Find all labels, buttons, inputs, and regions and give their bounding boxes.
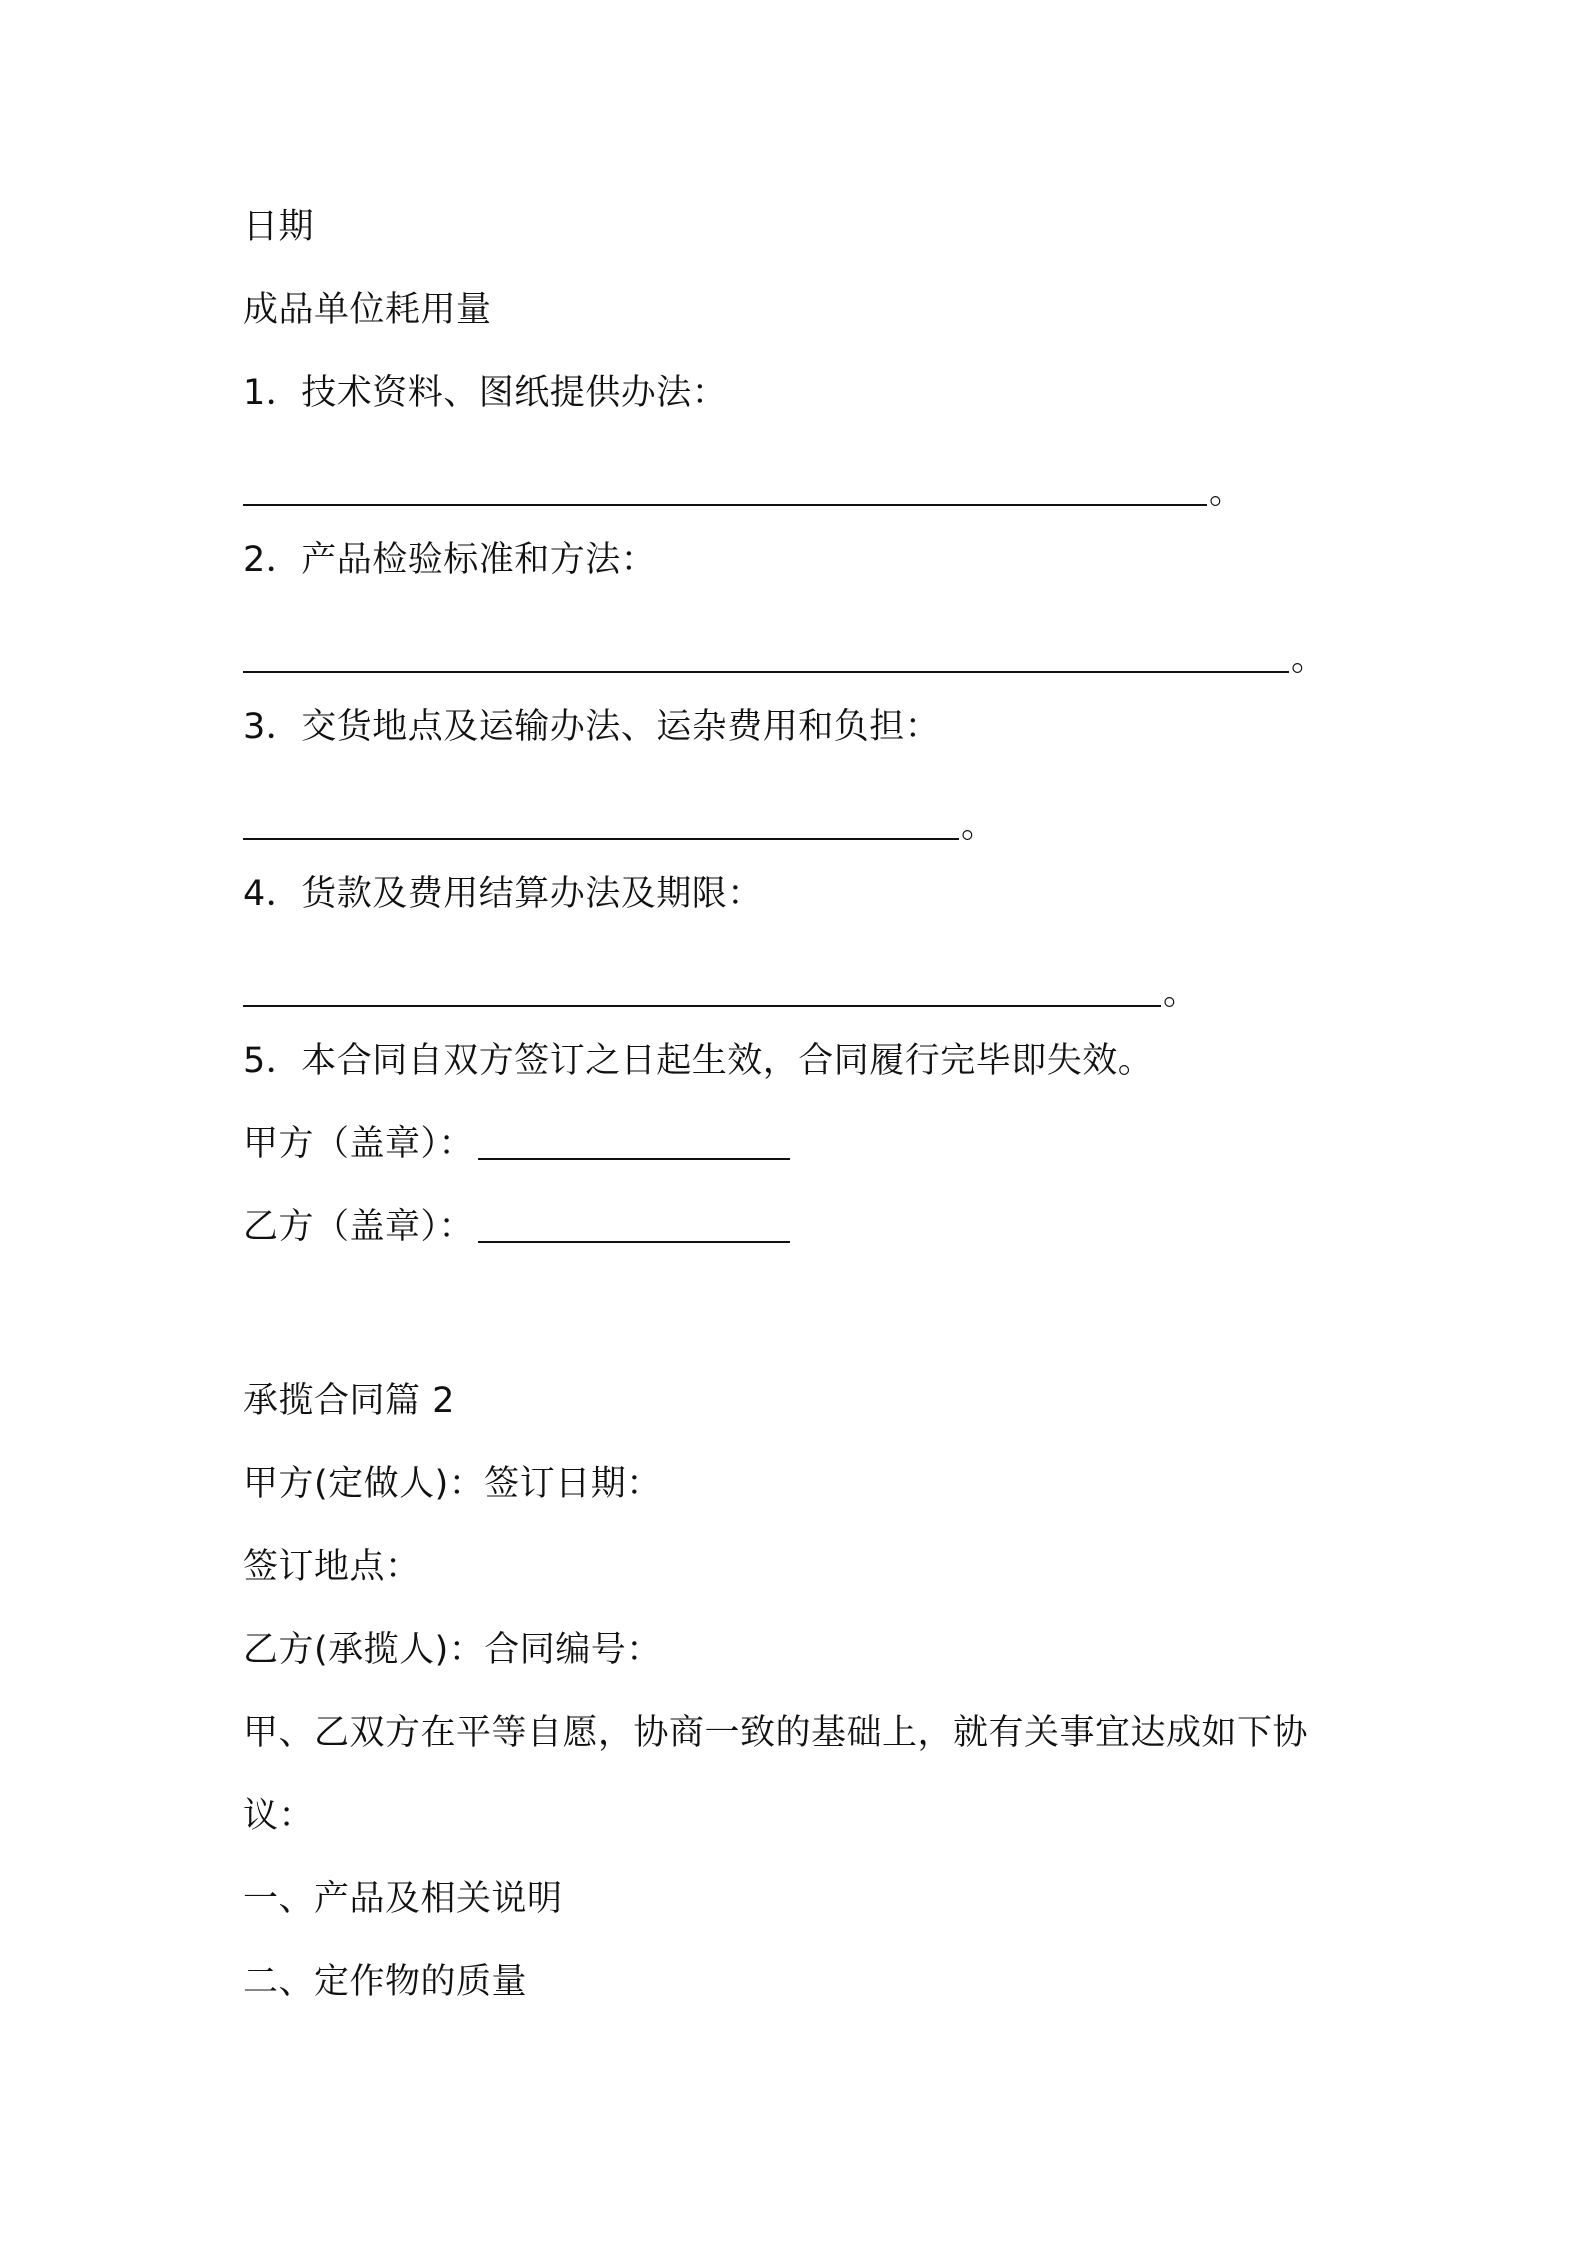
agreement-text-line-2: 议： [243, 1796, 315, 1836]
party-a-orderer-line: 甲方(定做人)：签订日期： [243, 1464, 662, 1504]
party-a-seal-row [243, 1122, 790, 1166]
item-2-text: 2．产品检验标准和方法： [243, 540, 657, 580]
party-a-signature-line[interactable] [478, 1158, 790, 1160]
period-mark: 。 [1209, 472, 1245, 512]
fill-in-line [243, 838, 959, 840]
period-mark: 。 [961, 806, 997, 846]
party-b-seal-label: 乙方（盖章）： [243, 1207, 475, 1247]
fill-in-line [243, 504, 1207, 506]
fill-in-line [243, 1005, 1161, 1007]
item-3-blank[interactable] [243, 804, 997, 848]
item-4-text: 4．货款及费用结算办法及期限： [243, 874, 763, 914]
item-4-blank[interactable] [243, 971, 1199, 1015]
item-1-text: 1．技术资料、图纸提供办法： [243, 373, 728, 413]
period-mark: 。 [1291, 639, 1327, 679]
unit-usage-label: 成品单位耗用量 [243, 290, 492, 330]
section-title: 承揽合同篇 2 [243, 1381, 455, 1421]
clause-2-heading: 二、定作物的质量 [243, 1962, 528, 2002]
period-mark: 。 [1163, 973, 1199, 1013]
party-b-signature-line[interactable] [478, 1241, 790, 1243]
item-2-blank[interactable] [243, 637, 1327, 681]
sign-place-line: 签订地点： [243, 1547, 421, 1587]
party-b-contractor-line: 乙方(承揽人)：合同编号： [243, 1630, 662, 1670]
date-label: 日期 [243, 207, 315, 247]
party-b-seal-row [243, 1205, 790, 1249]
item-5-text: 5．本合同自双方签订之日起生效，合同履行完毕即失效。 [243, 1041, 1154, 1081]
item-3-text: 3．交货地点及运输办法、运杂费用和负担： [243, 707, 941, 747]
clause-1-heading: 一、产品及相关说明 [243, 1879, 563, 1919]
fill-in-line [243, 671, 1289, 673]
item-1-blank[interactable] [243, 470, 1245, 514]
party-a-seal-label: 甲方（盖章）： [243, 1124, 475, 1164]
agreement-text-line-1: 甲、乙双方在平等自愿，协商一致的基础上，就有关事宜达成如下协 [243, 1713, 1309, 1753]
